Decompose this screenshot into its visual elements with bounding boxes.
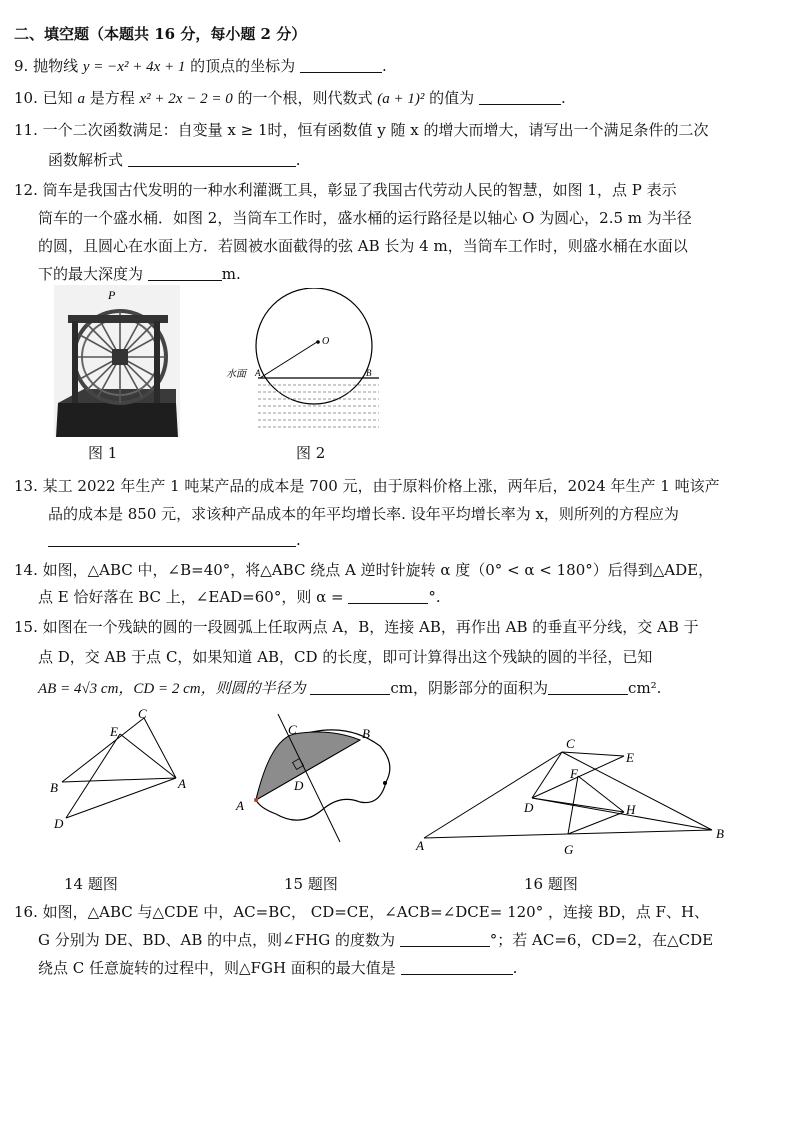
center-o-label: O (322, 336, 330, 347)
point-c-label: C (138, 706, 147, 721)
question-text: 点 E 恰好落在 BC 上，∠EAD=60°，则 α = (38, 588, 344, 606)
figure-16-caption: 16 题图 (524, 875, 578, 893)
question-14 (14, 560, 713, 580)
point-a-label: A (178, 776, 186, 791)
punctuation: . (560, 89, 566, 107)
answer-blank[interactable] (148, 266, 222, 281)
point-c-label: C (288, 722, 297, 737)
question-15-line3 (38, 678, 661, 699)
question-text: 的顶点的坐标为 (190, 57, 296, 75)
point-a-label: A (416, 838, 424, 853)
waterwheel-photo (54, 285, 180, 437)
answer-blank[interactable] (401, 960, 513, 975)
formula: (a + 1)² (377, 91, 425, 107)
question-9 (14, 56, 387, 77)
point-d-label: D (54, 816, 64, 830)
point-b-label: B (50, 780, 58, 795)
question-text: 某工 2022 年生产 1 吨某产品的成本是 700 元，由于原料价格上涨，两年后，2024 年生产 1 吨该产 (42, 477, 720, 495)
point-e-label: E (626, 750, 634, 765)
question-15 (14, 617, 699, 637)
question-10 (14, 88, 566, 109)
question-text: 如图，△ABC 与△CDE 中，AC=BC， CD=CE，∠ACB=∠DCE= 120° ，连接 BD，点 F、H、 (42, 903, 710, 921)
answer-blank[interactable] (400, 932, 490, 947)
answer-blank[interactable] (310, 680, 390, 695)
question-11 (14, 120, 709, 140)
waterwheel-diagram (224, 288, 380, 436)
formula: y = −x² + 4x + 1 (82, 59, 186, 75)
figure-15-caption: 15 题图 (284, 875, 338, 893)
unit: °. (428, 588, 441, 606)
point-b-label: B (366, 368, 372, 378)
question-number: 14. (14, 561, 38, 579)
question-text: °；若 AC=6，CD=2，在△CDE (489, 931, 714, 949)
figure-15 (230, 710, 400, 854)
question-text: G 分别为 DE、BD、AB 的中点，则∠FHG 的度数为 (38, 931, 395, 949)
punctuation: . (381, 57, 387, 75)
figure-14 (44, 706, 194, 830)
point-d-label: D (294, 778, 304, 793)
figure-14-caption: 14 题图 (64, 875, 118, 893)
question-text: cm，阴影部分的面积为 (390, 679, 549, 697)
question-12 (14, 180, 677, 200)
question-text: 已知 (42, 89, 73, 107)
punctuation: . (512, 959, 518, 977)
answer-blank[interactable] (48, 532, 296, 547)
question-14-line2 (38, 587, 441, 607)
point-b-label: B (716, 826, 724, 841)
water-surface-label: 水面 (226, 369, 246, 380)
point-h-label: H (626, 802, 636, 817)
question-number: 16. (14, 903, 38, 921)
question-16-line2 (38, 930, 713, 950)
question-text: 的值为 (429, 89, 475, 107)
punctuation: . (296, 531, 301, 549)
radius-line (260, 342, 317, 378)
question-text: 筒车是我国古代发明的一种水利灌溉工具，彰显了我国古代劳动人民的智慧，如图 1，点 P 表示 (42, 181, 677, 199)
question-text: 的一个根，则代数式 (237, 89, 373, 107)
point-p-label: P (108, 288, 116, 302)
unit: m. (221, 265, 241, 283)
point-g-label: G (564, 842, 574, 857)
figure-1-caption: 图 1 (88, 444, 118, 462)
question-text: 函数解析式 (48, 151, 124, 169)
question-number: 11. (14, 121, 38, 139)
question-text: 是方程 (89, 89, 135, 107)
question-13 (14, 476, 720, 496)
question-13-line2: 品的成本是 850 元，求该种产品成本的年平均增长率. 设年平均增长率为 x，则所列的方程应为 (48, 505, 679, 523)
question-16 (14, 902, 709, 922)
question-12-line2: 筒车的一个盛水桶．如图 2，当筒车工作时，盛水桶的运行路径是以轴心 O 为圆心，2.5 m 为半径 (38, 209, 692, 227)
question-text: 如图，△ABC 中，∠B=40°，将△ABC 绕点 A 逆时针旋转 α 度（0° < α < 180°）后得到△ADE， (42, 561, 714, 579)
point-b-label: B (362, 726, 370, 741)
question-12-line3: 的圆，且圆心在水面上方．若圆被水面截得的弦 AB 长为 4 m，当筒车工作时，则盛水桶在水面以 (38, 237, 688, 255)
question-15-line2: 点 D，交 AB 于点 C，如果知道 AB，CD 的长度，即可计算得出这个残缺的圆的半径，已知 (38, 648, 653, 666)
question-11-cont (48, 150, 301, 170)
question-text: 抛物线 (33, 57, 79, 75)
wheel-circle (256, 288, 372, 404)
question-text: 绕点 C 任意旋转的过程中，则△FGH 面积的最大值是 (38, 959, 396, 977)
figure-2-caption: 图 2 (296, 444, 326, 462)
answer-blank[interactable] (348, 589, 428, 604)
punctuation: . (295, 151, 301, 169)
unit: cm². (628, 679, 662, 697)
question-12-line4 (38, 264, 241, 284)
question-text: 下的最大深度为 (38, 265, 144, 283)
equation: x² + 2x − 2 = 0 (139, 91, 233, 107)
point-d-label: D (524, 800, 534, 815)
question-number: 9. (14, 57, 29, 75)
question-number: 13. (14, 477, 38, 495)
point-f-label: F (570, 766, 578, 781)
point-a-label: A (255, 368, 261, 378)
question-text: AB = 4√3 cm，CD = 2 cm，则圆的半径为 (38, 681, 306, 697)
point-c-label: C (566, 736, 575, 751)
point-a-label: A (236, 798, 244, 813)
variable: a (77, 91, 85, 107)
shaded-segment (256, 732, 360, 800)
question-number: 15. (14, 618, 38, 636)
figure-16 (412, 734, 734, 858)
answer-blank[interactable] (479, 90, 561, 105)
answer-blank[interactable] (300, 58, 382, 73)
point-e-label: E (110, 724, 118, 739)
question-text: 一个二次函数满足：自变量 x ≥ 1时，恒有函数值 y 随 x 的增大而增大，请写出一个满足条件的二次 (42, 121, 709, 139)
question-number: 12. (14, 181, 38, 199)
question-16-line3 (38, 958, 517, 978)
question-13-line3 (48, 530, 301, 550)
answer-blank[interactable] (128, 152, 296, 167)
question-number: 10. (14, 89, 38, 107)
answer-blank[interactable] (548, 680, 628, 695)
section-heading: 二、填空题（本题共 16 分，每小题 2 分） (14, 25, 307, 43)
question-text: 如图在一个残缺的圆的一段圆弧上任取两点 A，B，连接 AB，再作出 AB 的垂直平分线，交 AB 于 (42, 618, 699, 636)
